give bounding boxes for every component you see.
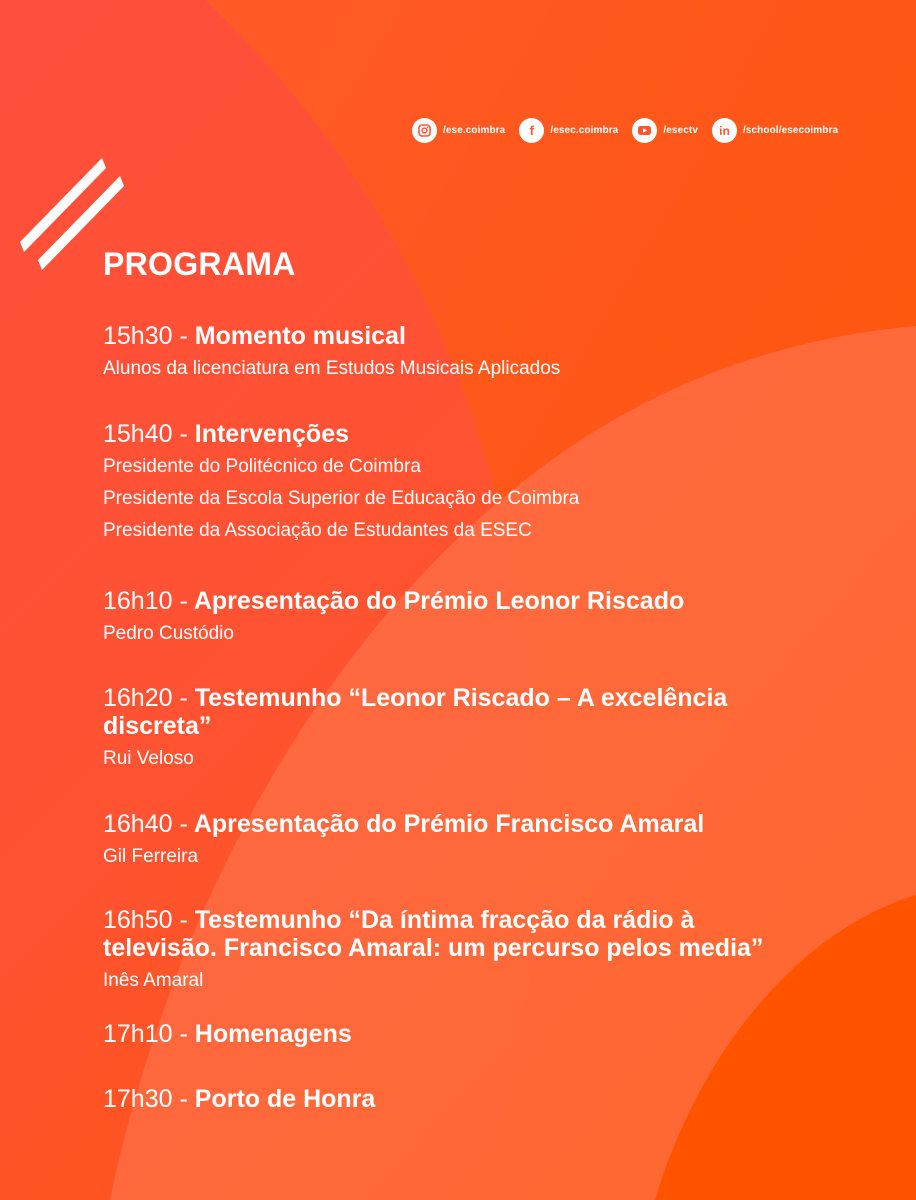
page-title: PROGRAMA — [103, 246, 296, 282]
entry-title: Homenagens — [194, 1020, 352, 1048]
entry-separator: - — [179, 322, 188, 350]
entry-title: Momento musical — [194, 322, 406, 350]
entry-time: 17h10 — [103, 1020, 173, 1048]
entry-detail: Pedro Custódio — [103, 623, 234, 644]
social-handle: /ese.coimbra — [443, 125, 506, 136]
entry-detail: Gil Ferreira — [103, 846, 199, 867]
instagram-icon — [412, 118, 437, 143]
entry-heading — [103, 684, 803, 740]
entry-separator: - — [179, 684, 188, 712]
entry-separator: - — [179, 906, 188, 934]
entry-time: 16h50 — [103, 906, 173, 934]
entry-time: 15h40 — [103, 420, 173, 448]
social-handle: /school/esecoimbra — [742, 125, 839, 136]
entry-time: 16h10 — [103, 587, 173, 615]
program-entry — [103, 420, 803, 547]
entry-title: Apresentação do Prémio Leonor Riscado — [193, 587, 685, 615]
entry-heading — [103, 906, 803, 962]
entry-heading — [103, 1020, 803, 1048]
entry-detail: Inês Amaral — [103, 970, 204, 991]
entry-heading — [103, 810, 803, 838]
entry-separator: - — [179, 420, 188, 448]
social-handle: /esec.coimbra — [550, 125, 619, 136]
program-entry — [103, 322, 803, 385]
program-entry — [103, 587, 803, 650]
social-links — [412, 118, 838, 143]
program-entry — [103, 1020, 803, 1048]
social-link-facebook[interactable] — [519, 118, 618, 143]
entry-separator: - — [179, 810, 188, 838]
entry-time: 16h20 — [103, 684, 173, 712]
facebook-icon: f — [519, 118, 544, 143]
entry-separator: - — [179, 587, 188, 615]
program-entry — [103, 810, 803, 873]
entry-heading — [103, 322, 803, 350]
entry-time: 17h30 — [103, 1085, 173, 1113]
entry-title: Testemunho “Leonor Riscado – A excelência discreta” — [103, 684, 728, 740]
entry-detail: Presidente do Politécnico de Coimbra — [103, 456, 421, 477]
entry-title: Testemunho “Da íntima fracção da rádio à televisão. Francisco Amaral: um percurso pelos media” — [103, 906, 764, 962]
youtube-icon — [632, 118, 657, 143]
social-link-instagram[interactable] — [412, 118, 505, 143]
program-entry — [103, 1085, 803, 1113]
entry-title: Intervenções — [194, 420, 350, 448]
entry-separator: - — [179, 1085, 188, 1113]
program-entry — [103, 906, 803, 997]
entry-separator: - — [179, 1020, 188, 1048]
entry-detail: Rui Veloso — [103, 748, 194, 769]
entry-detail: Presidente da Associação de Estudantes da ESEC — [103, 520, 532, 541]
social-link-youtube[interactable] — [632, 118, 698, 143]
entry-time: 16h40 — [103, 810, 173, 838]
entry-heading — [103, 587, 803, 615]
entry-detail: Alunos da licenciatura em Estudos Musicais Aplicados — [103, 358, 561, 379]
entry-title: Apresentação do Prémio Francisco Amaral — [193, 810, 705, 838]
linkedin-icon: in — [712, 118, 737, 143]
program-entry — [103, 684, 803, 775]
entry-detail: Presidente da Escola Superior de Educação de Coimbra — [103, 488, 580, 509]
entry-heading — [103, 1085, 803, 1113]
entry-time: 15h30 — [103, 322, 173, 350]
social-link-linkedin[interactable] — [712, 118, 838, 143]
entry-heading — [103, 420, 803, 448]
social-handle: /esectv — [663, 125, 698, 136]
entry-title: Porto de Honra — [194, 1085, 376, 1113]
